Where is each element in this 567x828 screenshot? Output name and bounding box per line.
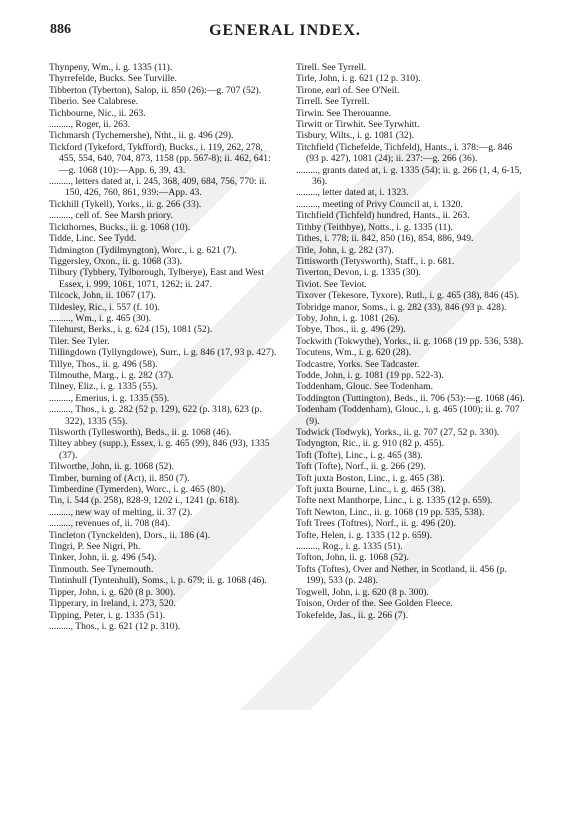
index-entry: Tobridge manor, Soms., i. g. 282 (33), 846 (93 p. 428). xyxy=(296,301,507,313)
index-entry: Tiberio. See Calabrese. xyxy=(49,96,139,108)
index-entry: Toft (Tofte), Linc., i. g. 465 (38). xyxy=(296,449,423,461)
index-entry: Tichbourne, Nic., ii. 263. xyxy=(49,107,146,119)
index-entry: Togwell, John, i. g. 620 (8 p. 300). xyxy=(296,586,429,598)
index-entry: Titchfield (Tichfeld) hundred, Hants., ii. 263. xyxy=(296,210,470,222)
index-entry: ........., Rog., i. g. 1335 (51). xyxy=(296,541,403,553)
index-entry: ........., Thos., i. g. 282 (52 p. 129), 622 (p. 318), 623 (p. 322), 1335 (55). xyxy=(49,404,262,427)
index-entry: Tithes, i. 778; ii. 842, 850 (16), 854, 886, 949. xyxy=(296,233,474,245)
index-entry: Tirone, earl of. See O'Neil. xyxy=(296,84,400,96)
index-entry: ........., Roger, ii. 263. xyxy=(49,119,131,131)
index-entry: Tilmouthe, Marg., i. g. 282 (37). xyxy=(49,369,174,381)
index-entry: Tilsworth (Tyllesworth), Beds., ii. g. 1068 (46). xyxy=(49,427,232,438)
index-entry: Toft juxta Boston, Linc., i. g. 465 (38). xyxy=(296,472,445,484)
index-entry: Tickthornes, Bucks., ii. g. 1068 (10). xyxy=(49,221,191,233)
index-entry: Toft (Tofte), Norf., ii. g. 266 (29). xyxy=(296,461,426,473)
index-entry: Tirrell. See Tyrrell. xyxy=(296,96,370,108)
index-entry: Tidmington (Tydilmyngton), Worc., i. g. 621 (7). xyxy=(49,244,237,256)
index-entry: ........., Wm., i. g. 465 (30). xyxy=(49,312,152,324)
index-entry: Tildesley, Ric., i. 557 (f. 10). xyxy=(49,301,160,313)
index-entry: Tilworthe, John, ii. g. 1068 (52). xyxy=(49,461,174,473)
index-entry: Timber, burning of (Act), ii. 850 (7). xyxy=(49,472,190,484)
index-entry: ........., revenues of, ii. 708 (84). xyxy=(49,518,170,530)
index-entry: Toddington (Tuttington), Beds., ii. 706 (53):—g. 1068 (46). xyxy=(296,392,525,404)
page-number: 886 xyxy=(50,22,71,37)
index-entry: Tiler. See Tyler. xyxy=(49,335,110,347)
index-entry: Thyrrefelde, Bucks. See Turville. xyxy=(49,73,177,85)
index-entry: Tilney, Eliz., i. g. 1335 (55). xyxy=(49,381,158,393)
index-entry: Tokefelde, Jas., ii. g. 266 (7). xyxy=(296,609,409,621)
index-entry: Tirwitt or Tirwhit. See Tyrwhitt. xyxy=(296,119,420,131)
index-entry: ........., new way of melting, ii. 37 (2). xyxy=(49,506,193,518)
index-entry: Tilcock, John, ii. 1067 (17). xyxy=(49,290,156,302)
index-entry: Thynpeny, Wm., i. g. 1335 (11). xyxy=(49,62,173,73)
index-entry: Tixover (Tekesore, Tyxore), Rutl., i. g. 465 (38), 846 (45). xyxy=(296,290,520,302)
index-entry: Tillingdown (Tyllyngdowe), Surr., i. g. 846 (17, 93 p. 427). xyxy=(49,347,277,359)
index-entry: Tickford (Tykeford, Tykfford), Bucks., i. 119, 262, 278, 455, 554, 640, 704, 873, 1158 (pp. 567-8); ii. 462, 641:—g. 1068 (10):—App. 6, 39, 43. xyxy=(49,141,271,176)
index-entry: Tiltey abbey (supp.), Essex, i. g. 465 (99), 846 (93), 1335 (37). xyxy=(49,438,270,461)
index-entry: Tithby (Teithbye), Notts., i. g. 1335 (11). xyxy=(296,221,453,233)
index-entry: Tobye, Thos., ii. g. 496 (29). xyxy=(296,324,406,336)
index-entry: Tipper, John, i. g. 620 (8 p. 300). xyxy=(49,586,176,598)
index-columns xyxy=(49,62,527,632)
index-entry: Tofts (Toftes), Over and Nether, in Scotland, ii. 456 (p. 199), 533 (p. 248). xyxy=(296,563,507,587)
index-entry: Tirwin. See Therouanne. xyxy=(296,107,391,119)
index-entry: Tofton, John, ii. g. 1068 (52). xyxy=(296,552,409,564)
index-entry: Tichmarsh (Tychemershe), Ntht., ii. g. 496 (29). xyxy=(49,130,234,142)
index-entry: Tinker, John, ii. g. 496 (54). xyxy=(49,552,157,564)
index-entry: Tingri, P. See Nigri, Ph. xyxy=(49,541,141,553)
index-entry: Tiverton, Devon, i. g. 1335 (30). xyxy=(296,267,421,279)
index-entry: Tipperary, in Ireland, i. 273, 520. xyxy=(49,598,176,610)
index-entry: ........., grants dated at, i. g. 1335 (54); ii. g. 266 (1, 4, 6-15, 36). xyxy=(296,164,522,188)
index-entry: Toft Trees (Toftres), Norf., ii. g. 496 (20). xyxy=(296,518,456,530)
index-entry: ........., letters dated at, i. 245, 368, 409, 684, 756, 770: ii. 150, 426, 760, 861, 939:—App. 43. xyxy=(49,176,267,199)
index-entry: Todenham (Toddenham), Glouc., i. g. 465 (100); ii. g. 707 (9). xyxy=(296,404,520,427)
index-entry: Tocutens, Wm., i. g. 620 (28). xyxy=(296,347,412,359)
index-entry: Todwick (Todwyk), Yorks., ii. g. 707 (27, 52 p. 330). xyxy=(296,427,500,438)
index-entry: ........., cell of. See Marsh priory. xyxy=(49,210,173,222)
index-entry: Tisbury, Wilts., i. g. 1081 (32). xyxy=(296,130,415,142)
index-entry: Tittisworth (Tetysworth), Staff., i. p. 681. xyxy=(296,255,455,267)
index-entry: Tirle, John, i. g. 621 (12 p. 310). xyxy=(296,73,421,85)
index-entry: Titchfield (Tichefelde, Tichfeld), Hants., i. 378:—g. 846 (93 p. 427), 1081 (24); ii. 237:—g. 266 (36). xyxy=(296,141,513,165)
index-entry: Tiggersley, Oxon., ii. g. 1068 (33). xyxy=(49,255,183,267)
index-entry: Tidde, Linc. See Tydd. xyxy=(49,233,137,245)
index-entry: Tofte, Helen, i. g. 1335 (12 p. 659). xyxy=(296,529,433,541)
index-entry: Tin, i. 544 (p. 258), 828-9, 1202 i., 1241 (p. 618). xyxy=(49,495,240,507)
index-column-left xyxy=(49,62,280,632)
index-entry: Tilehurst, Berks., i. g. 624 (15), 1081 (52). xyxy=(49,324,213,336)
index-entry: Todde, John, i. g. 1081 (19 pp. 522-3). xyxy=(296,369,444,381)
index-entry: ........., Thos., i. g. 621 (12 p. 310). xyxy=(49,620,181,632)
index-entry: Tinmouth. See Tynemouth. xyxy=(49,563,154,575)
index-entry: Todcastre, Yorks. See Tadcaster. xyxy=(296,358,420,370)
index-entry: Tipping, Peter, i. g. 1335 (51). xyxy=(49,609,165,621)
running-head-title: GENERAL INDEX. xyxy=(209,22,361,39)
index-entry: ........., Emerius, i. g. 1335 (55). xyxy=(49,392,170,404)
index-entry: Tintinhull (Tyntenhull), Soms., i. p. 679; ii. g. 1068 (46). xyxy=(49,575,267,587)
index-entry: Toddenham, Glouc. See Todenham. xyxy=(296,381,434,393)
index-entry: Tilbury (Tybbery, Tylborough, Tylberye), East and West Essex, i. 999, 1061, 1071, 1262; ii. 247. xyxy=(49,267,264,290)
index-entry: Tirell. See Tyrrell. xyxy=(296,62,367,73)
index-entry: Tockwith (Tokwythe), Yorks., ii. g. 1068 (19 pp. 536, 538). xyxy=(296,335,524,347)
index-entry: Tillye, Thos., ii. g. 496 (58). xyxy=(49,358,158,370)
index-entry: Tofte next Manthorpe, Linc., i. g. 1335 (12 p. 659). xyxy=(296,495,493,507)
index-entry: Tibberton (Tyberton), Salop, ii. 850 (26):—g. 707 (52). xyxy=(49,84,262,96)
index-entry: Tiviot. See Teviot. xyxy=(296,278,367,290)
index-entry: Toft juxta Bourne, Linc., i. g. 465 (38). xyxy=(296,484,446,496)
index-entry: Tickhill (Tykell), Yorks., ii. g. 266 (33). xyxy=(49,198,202,210)
index-entry: Todyngton, Ric., ii. g. 910 (82 p. 455). xyxy=(296,438,445,450)
index-entry: Title, John, i. g. 282 (37). xyxy=(296,244,394,256)
page-header xyxy=(50,22,520,42)
index-entry: Timberdine (Tymerden), Worc., i. g. 465 (80). xyxy=(49,484,226,496)
index-entry: Toft Newton, Linc., ii. g. 1068 (19 pp. 535, 538). xyxy=(296,506,485,518)
index-entry: Toby, John, i. g. 1081 (26). xyxy=(296,312,400,324)
index-entry: ........., letter dated at, i. 1323. xyxy=(296,187,409,199)
index-column-right xyxy=(296,62,527,632)
index-entry: Toison, Order of the. See Golden Fleece. xyxy=(296,598,453,610)
index-entry: Tincleton (Tynckelden), Dors., ii. 186 (4). xyxy=(49,529,210,541)
index-entry: ........., meeting of Privy Council at, i. 1320. xyxy=(296,198,463,210)
